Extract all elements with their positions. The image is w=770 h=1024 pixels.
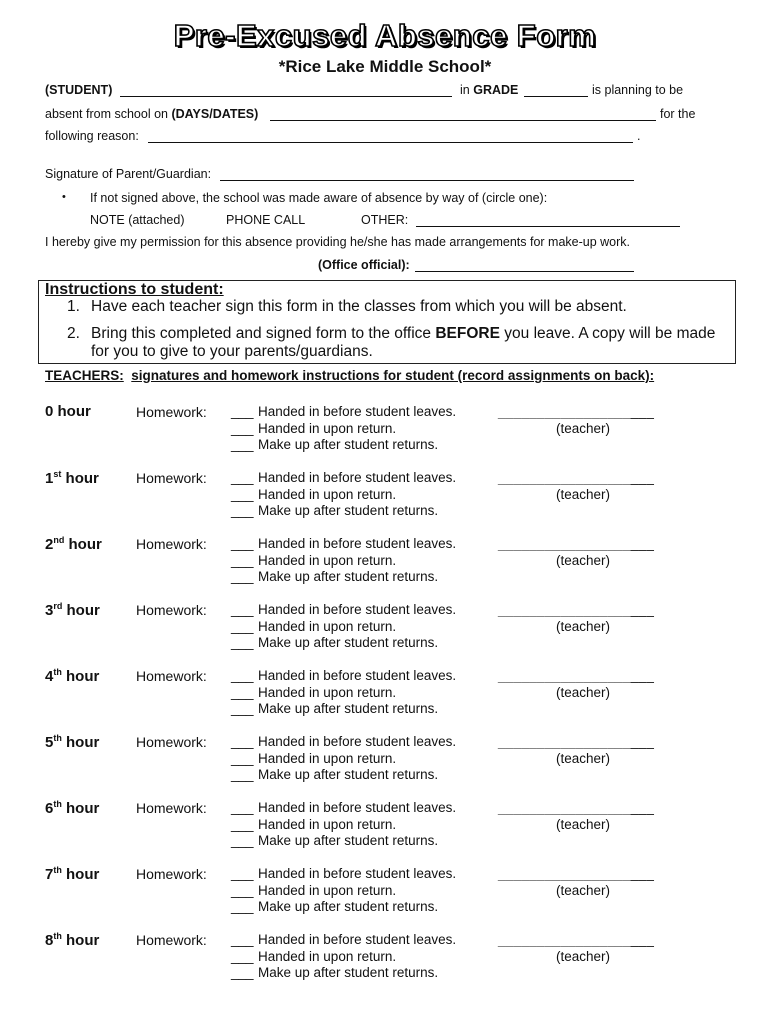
homework-option-text: Handed in before student leaves. [258, 668, 457, 683]
teachers-header [45, 368, 654, 383]
homework-option-blank[interactable]: ___ [231, 833, 254, 848]
teacher-caption: (teacher) [556, 685, 611, 700]
hour-label [45, 469, 99, 487]
homework-option-text: Make up after student returns. [258, 833, 439, 848]
teacher-signature-field[interactable] [498, 866, 654, 881]
homework-option-text: Make up after student returns. [258, 701, 439, 716]
teacher-signature-field[interactable] [498, 602, 654, 617]
days-label: (DAYS/DATES) [171, 107, 259, 121]
homework-label: Homework: [136, 668, 207, 684]
homework-label: Homework: [136, 470, 207, 486]
hour-word: hour [64, 536, 102, 553]
teachers-label: TEACHERS: [45, 368, 124, 383]
teacher-caption: (teacher) [556, 487, 611, 502]
homework-option-blank[interactable]: ___ [231, 503, 254, 518]
homework-label: Homework: [136, 866, 207, 882]
grade-field[interactable] [524, 96, 588, 97]
homework-option-blank[interactable]: ___ [231, 750, 254, 766]
signature-line-end: ___ [630, 404, 655, 419]
homework-option-text: Handed in upon return. [258, 750, 397, 766]
homework-option-blank[interactable]: ___ [231, 470, 254, 485]
for-the-text: for the [660, 107, 696, 121]
planning-text: is planning to be [592, 83, 684, 97]
signature-line-end: ___ [630, 470, 655, 485]
homework-option-text: Make up after student returns. [258, 965, 439, 980]
instructions-title: Instructions to student: [45, 281, 224, 298]
hour-word: hour [61, 470, 99, 487]
homework-option-blank[interactable]: ___ [231, 635, 254, 650]
hour-word: hour [61, 866, 100, 883]
hour-number: 4 [45, 668, 54, 685]
grade-label: GRADE [473, 83, 519, 97]
homework-option-blank[interactable]: ___ [231, 701, 254, 716]
option-other[interactable]: OTHER: [361, 213, 409, 227]
signature-line-end: ___ [630, 800, 655, 815]
instruction-2-line2: for you to give to your parents/guardians. [91, 343, 373, 360]
hour-word: hour [61, 800, 100, 817]
school-name: *Rice Lake Middle School* [278, 57, 492, 76]
instruction-2 [91, 325, 715, 343]
signature-line: _________________ [498, 734, 631, 749]
homework-option-blank[interactable]: ___ [231, 404, 254, 419]
signature-line: _________________ [498, 932, 631, 947]
homework-label: Homework: [136, 536, 207, 552]
option-note[interactable]: NOTE (attached) [90, 213, 185, 227]
teacher-signature-field[interactable] [498, 734, 654, 749]
signature-line-end: ___ [630, 536, 655, 551]
homework-option-text: Handed in before student leaves. [258, 800, 457, 815]
homework-option-text: Handed in before student leaves. [258, 404, 457, 419]
homework-label: Homework: [136, 932, 207, 948]
hour-number: 5 [45, 734, 54, 751]
hour-label [45, 865, 99, 883]
homework-option-blank[interactable]: ___ [231, 899, 254, 914]
reason-label: following reason: [45, 129, 139, 143]
homework-option-text: Handed in before student leaves. [258, 470, 457, 485]
homework-option-blank[interactable]: ___ [231, 767, 254, 782]
bullet-icon: • [62, 191, 66, 203]
signature-line-end: ___ [630, 668, 655, 683]
teacher-signature-field[interactable] [498, 668, 654, 683]
in-text: in [460, 83, 470, 97]
teacher-caption: (teacher) [556, 949, 611, 964]
signature-line: _________________ [498, 602, 631, 617]
hour-suffix: nd [53, 535, 65, 545]
homework-option-blank[interactable]: ___ [231, 437, 254, 452]
signature-label: Signature of Parent/Guardian: [45, 167, 212, 181]
signature-line: _________________ [498, 470, 631, 485]
option-phone-call[interactable]: PHONE CALL [226, 213, 306, 227]
homework-option-blank[interactable]: ___ [231, 684, 254, 700]
hour-label [45, 733, 99, 751]
teacher-caption: (teacher) [556, 619, 611, 634]
student-label: (STUDENT) [45, 83, 113, 97]
homework-label: Homework: [136, 800, 207, 816]
office-signature-field[interactable] [415, 271, 634, 272]
instruction-1: Have each teacher sign this form in the classes from which you will be absent. [91, 298, 627, 315]
homework-option-blank[interactable]: ___ [231, 816, 254, 832]
homework-option-text: Handed in upon return. [258, 486, 397, 502]
teacher-caption: (teacher) [556, 883, 611, 898]
homework-option-text: Make up after student returns. [258, 899, 439, 914]
signature-line-end: ___ [630, 734, 655, 749]
homework-option-text: Handed in upon return. [258, 420, 397, 436]
hour-number: 6 [45, 800, 54, 817]
instruction-1-number: 1. [67, 298, 80, 315]
hour-word: hour [53, 403, 91, 420]
teacher-signature-field[interactable] [498, 536, 654, 551]
homework-option-blank[interactable]: ___ [231, 602, 254, 617]
homework-option-text: Make up after student returns. [258, 635, 439, 650]
homework-label: Homework: [136, 602, 207, 618]
teacher-caption: (teacher) [556, 421, 611, 436]
hour-number: 2 [45, 536, 54, 553]
teacher-signature-field[interactable] [498, 470, 654, 485]
homework-option-blank[interactable]: ___ [231, 668, 254, 683]
homework-option-blank[interactable]: ___ [231, 734, 254, 749]
homework-option-blank[interactable]: ___ [231, 486, 254, 502]
homework-option-text: Make up after student returns. [258, 503, 439, 518]
homework-label: Homework: [136, 734, 207, 750]
signature-line-end: ___ [630, 932, 655, 947]
hour-number: 8 [45, 932, 54, 949]
hour-suffix: rd [53, 601, 63, 611]
permission-text: I hereby give my permission for this absence providing he/she has made arrangements for make-up work. [45, 235, 631, 249]
absent-text: absent from school on [45, 107, 168, 121]
hour-number: 0 [45, 403, 54, 420]
hour-word: hour [61, 932, 100, 949]
instruction-2-part-b: you leave. A copy will be made [504, 325, 716, 342]
homework-option-blank[interactable]: ___ [231, 569, 254, 584]
hour-label [45, 403, 91, 420]
other-field[interactable] [416, 226, 680, 227]
teacher-caption: (teacher) [556, 751, 611, 766]
homework-option-blank[interactable]: ___ [231, 866, 254, 881]
teacher-signature-field[interactable] [498, 932, 654, 947]
homework-option-text: Handed in before student leaves. [258, 602, 457, 617]
teacher-signature-field[interactable] [498, 404, 654, 419]
bullet-text: If not signed above, the school was made aware of absence by way of (circle one): [90, 191, 548, 205]
instruction-2-bold: BEFORE [435, 325, 500, 342]
homework-option-text: Handed in upon return. [258, 684, 397, 700]
hour-label [45, 535, 102, 553]
signature-line-end: ___ [630, 602, 655, 617]
hour-number: 1 [45, 470, 54, 487]
hour-suffix: th [53, 733, 62, 743]
signature-line-end: ___ [630, 866, 655, 881]
parent-signature-field[interactable] [220, 180, 634, 181]
teacher-signature-field[interactable] [498, 800, 654, 815]
hour-suffix: th [53, 931, 62, 941]
teacher-caption: (teacher) [556, 817, 611, 832]
homework-option-blank[interactable]: ___ [231, 618, 254, 634]
homework-option-blank[interactable]: ___ [231, 552, 254, 568]
reason-end: . [637, 129, 641, 143]
teacher-caption: (teacher) [556, 553, 611, 568]
hour-suffix: th [53, 865, 62, 875]
homework-label: Homework: [136, 404, 207, 420]
homework-option-text: Make up after student returns. [258, 569, 439, 584]
form-title: Pre-Excused Absence Form [173, 18, 597, 53]
teachers-text: signatures and homework instructions for student (record assignments on back): [131, 368, 655, 383]
signature-line: _________________ [498, 404, 631, 419]
signature-line: _________________ [498, 866, 631, 881]
signature-line: _________________ [498, 800, 631, 815]
signature-line: _________________ [498, 668, 631, 683]
homework-option-blank[interactable]: ___ [231, 965, 254, 980]
homework-option-text: Handed in before student leaves. [258, 536, 457, 551]
homework-option-blank[interactable]: ___ [231, 882, 254, 898]
homework-option-blank[interactable]: ___ [231, 948, 254, 964]
reason-field[interactable] [148, 142, 633, 143]
office-label: (Office official): [318, 258, 410, 272]
hour-suffix: th [53, 799, 62, 809]
instruction-2-part-a: Bring this completed and signed form to the office [91, 325, 432, 342]
homework-option-text: Handed in upon return. [258, 816, 397, 832]
homework-option-text: Handed in before student leaves. [258, 932, 457, 947]
homework-option-blank[interactable]: ___ [231, 932, 254, 947]
homework-option-blank[interactable]: ___ [231, 420, 254, 436]
homework-option-blank[interactable]: ___ [231, 536, 254, 551]
hour-suffix: st [53, 469, 62, 479]
hour-label [45, 601, 100, 619]
hour-label [45, 931, 99, 949]
hour-label [45, 799, 99, 817]
signature-line: _________________ [498, 536, 631, 551]
homework-option-blank[interactable]: ___ [231, 800, 254, 815]
homework-option-text: Handed in upon return. [258, 552, 397, 568]
student-name-field[interactable] [120, 96, 452, 97]
hour-number: 3 [45, 602, 54, 619]
homework-option-text: Handed in before student leaves. [258, 866, 457, 881]
homework-option-text: Make up after student returns. [258, 767, 439, 782]
homework-option-text: Handed in before student leaves. [258, 734, 457, 749]
instruction-2-number: 2. [67, 325, 80, 342]
homework-option-text: Handed in upon return. [258, 882, 397, 898]
homework-option-text: Handed in upon return. [258, 618, 397, 634]
hour-word: hour [61, 668, 100, 685]
homework-option-text: Make up after student returns. [258, 437, 439, 452]
hour-number: 7 [45, 866, 54, 883]
hour-word: hour [62, 602, 100, 619]
days-dates-field[interactable] [270, 120, 656, 121]
homework-option-text: Handed in upon return. [258, 948, 397, 964]
hour-label [45, 667, 99, 685]
hour-suffix: th [53, 667, 62, 677]
hour-word: hour [61, 734, 100, 751]
